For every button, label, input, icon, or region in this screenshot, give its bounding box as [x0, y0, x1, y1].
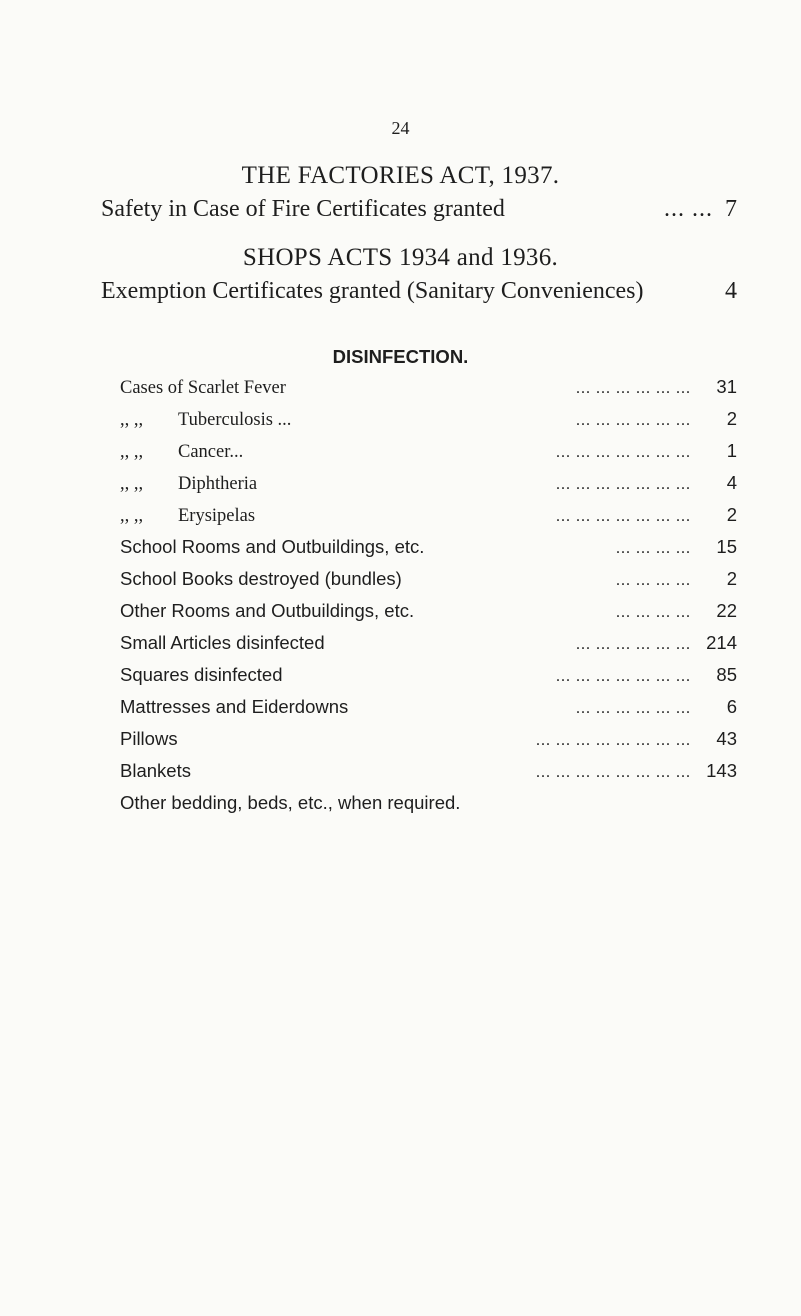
leader-dots: ... ... ... ... ... ... ... ...: [536, 764, 691, 781]
row-value: 15: [716, 536, 737, 557]
row-value: 22: [716, 600, 737, 621]
disinfection-row: [120, 632, 737, 654]
disinfection-footer-row: [120, 792, 737, 814]
row-value: 85: [716, 664, 737, 685]
row-value: 214: [706, 632, 737, 653]
shops-exemption-certificates-row: [101, 278, 737, 305]
row-label-group: [120, 442, 243, 463]
row-value: 2: [726, 568, 737, 589]
ditto-mark: ,, ,,: [120, 442, 144, 462]
row-value: 31: [716, 376, 737, 397]
row-label: Exemption Certificates granted (Sanitary Conveniences): [101, 278, 644, 304]
row-value: 143: [706, 760, 737, 781]
disinfection-title: DISINFECTION.: [332, 346, 469, 367]
row-value: 6: [726, 696, 737, 717]
row-label: Cases of Scarlet Fever: [120, 378, 286, 398]
leader-dots: ... ... ... ...: [616, 604, 691, 621]
leader-dots: ... ... ... ... ... ...: [576, 380, 691, 397]
row-label: School Rooms and Outbuildings, etc.: [120, 536, 425, 557]
row-label: Blankets: [120, 760, 191, 781]
row-label: School Books destroyed (bundles): [120, 568, 402, 589]
disinfection-row: [120, 440, 737, 463]
row-label-group: [120, 506, 255, 527]
leader-dots: ... ... ... ...: [616, 572, 691, 589]
row-label: Cancer...: [178, 442, 244, 462]
disinfection-row: [120, 728, 737, 750]
row-label: Squares disinfected: [120, 664, 283, 685]
row-label-group: [120, 474, 257, 495]
row-value: 43: [716, 728, 737, 749]
disinfection-row: [120, 696, 737, 718]
factories-fire-certificates-row: [101, 196, 737, 223]
disinfection-row: [120, 600, 737, 622]
row-label: Small Articles disinfected: [120, 632, 325, 653]
leader-dots: ... ... ... ... ... ...: [576, 636, 691, 653]
factories-act-heading: THE FACTORIES ACT, 1937.: [241, 162, 560, 189]
row-value: 2: [726, 504, 737, 525]
row-label: Mattresses and Eiderdowns: [120, 696, 349, 717]
leader-dots: ... ... ... ...: [616, 540, 691, 557]
row-value: 2: [726, 408, 737, 429]
leader-dots: ... ... ... ... ... ...: [576, 412, 691, 429]
row-label: Tuberculosis ...: [178, 410, 292, 430]
row-value: 4: [725, 278, 737, 304]
row-value: 4: [726, 472, 737, 493]
row-label: Safety in Case of Fire Certificates granted: [101, 196, 505, 222]
disinfection-row: [120, 472, 737, 495]
page-number: 24: [391, 118, 410, 138]
shops-acts-heading: SHOPS ACTS 1934 and 1936.: [242, 244, 559, 271]
row-label: Pillows: [120, 728, 178, 749]
leader-dots: ... ... ... ... ... ... ...: [556, 668, 691, 685]
row-label: Diphtheria: [178, 474, 258, 494]
disinfection-row: [120, 664, 737, 686]
disinfection-row: [120, 760, 737, 782]
leader-dots: ... ...: [664, 196, 713, 222]
ditto-mark: ,, ,,: [120, 506, 144, 526]
disinfection-row: [120, 408, 737, 431]
disinfection-row: [120, 536, 737, 558]
row-label: Other Rooms and Outbuildings, etc.: [120, 600, 415, 621]
footer-note: Other bedding, beds, etc., when required.: [120, 792, 461, 813]
leader-dots: ... ... ... ... ... ...: [576, 700, 691, 717]
leader-dots: ... ... ... ... ... ... ...: [556, 476, 691, 493]
row-value: 7: [725, 196, 737, 222]
ditto-mark: ,, ,,: [120, 410, 144, 430]
row-label: Erysipelas: [178, 506, 256, 526]
leader-dots: ... ... ... ... ... ... ...: [556, 508, 691, 525]
leader-dots: ... ... ... ... ... ... ...: [556, 444, 691, 461]
disinfection-row: [120, 376, 737, 399]
ditto-mark: ,, ,,: [120, 474, 144, 494]
row-value: 1: [726, 440, 737, 461]
disinfection-row: [120, 504, 737, 527]
leader-dots: ... ... ... ... ... ... ... ...: [536, 732, 691, 749]
row-label-group: [120, 410, 291, 431]
disinfection-row: [120, 568, 737, 590]
